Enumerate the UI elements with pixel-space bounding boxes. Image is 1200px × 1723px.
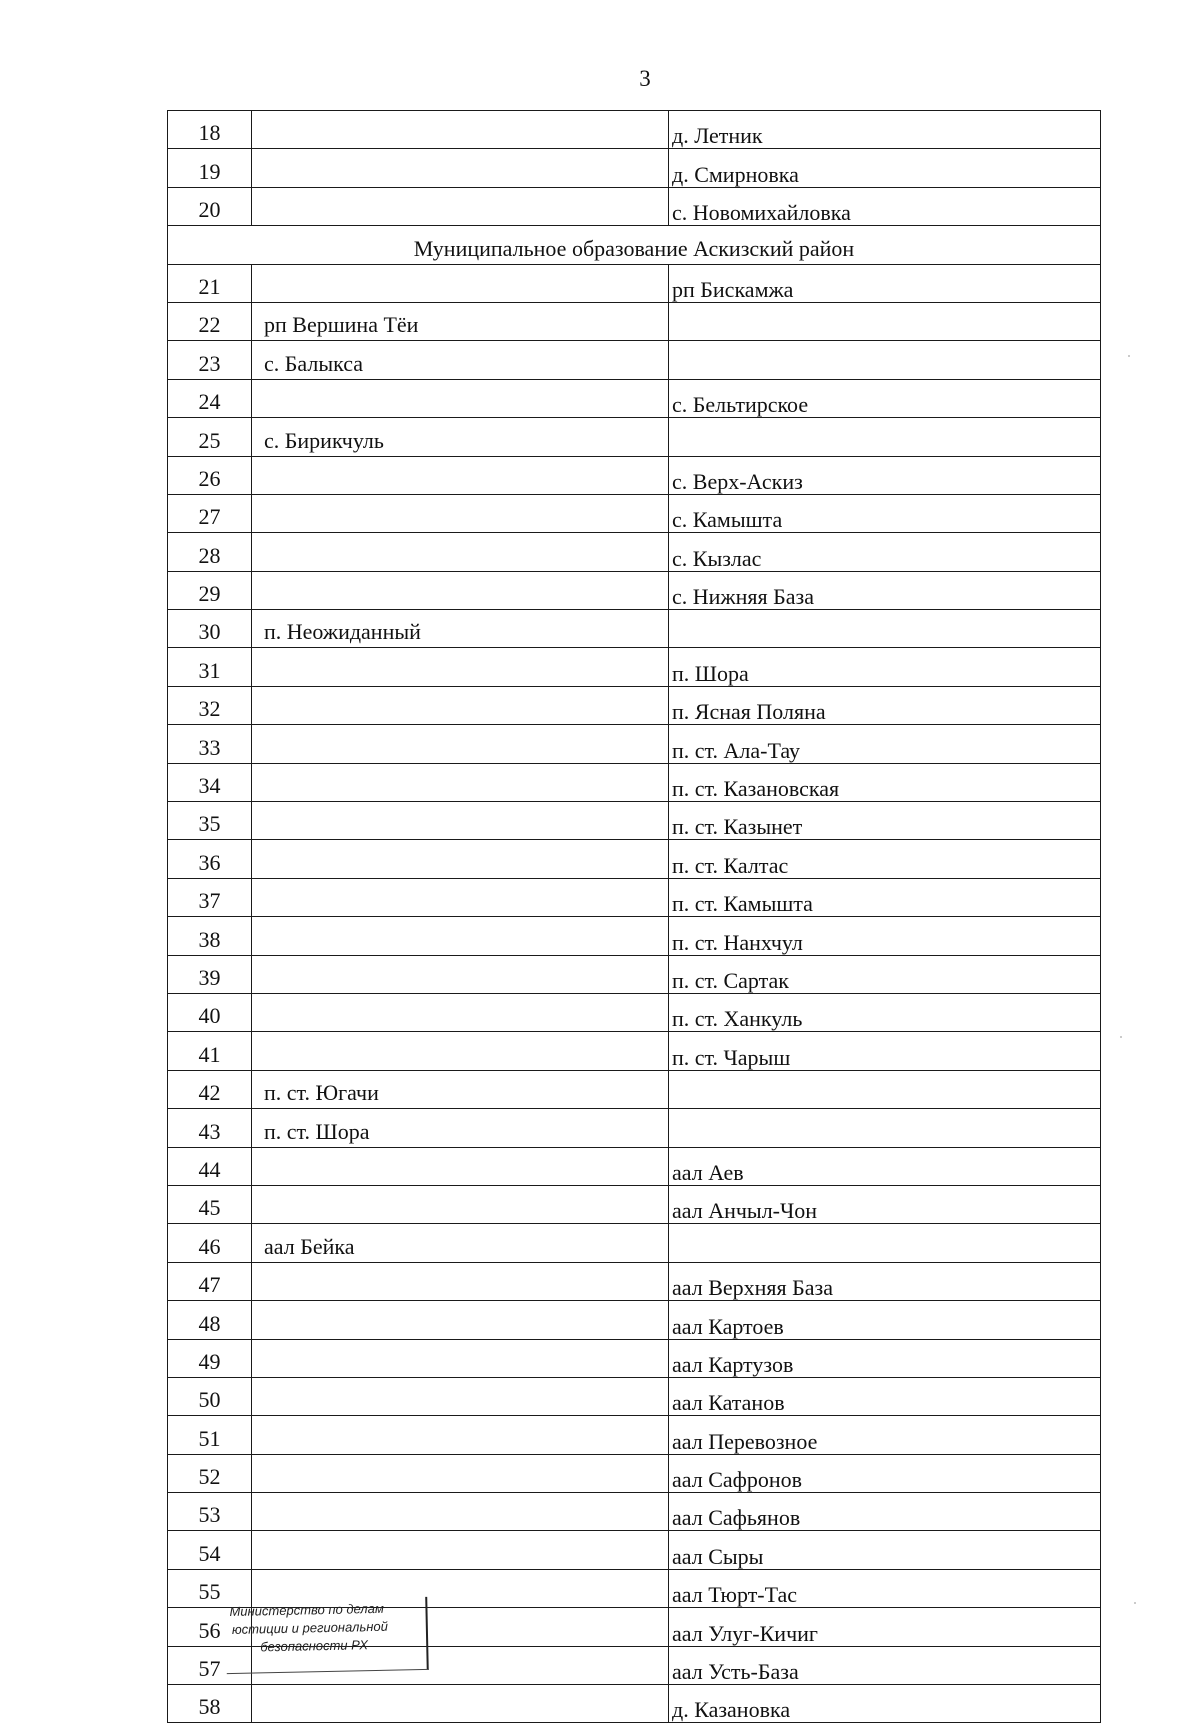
settlements-table [167, 110, 1101, 1723]
settlement-cell-col2: рп Бискамжа [669, 264, 1101, 302]
row-number-cell: 32 [168, 686, 252, 724]
row-number-cell: 49 [168, 1339, 252, 1377]
settlement-cell-col2: с. Новомихайловка [669, 187, 1101, 225]
settlement-cell-col2 [669, 418, 1101, 456]
table-row [168, 1685, 1101, 1723]
row-number-cell: 25 [168, 418, 252, 456]
row-number-cell: 40 [168, 993, 252, 1031]
settlements-table-body [168, 111, 1101, 1723]
row-number-cell: 31 [168, 648, 252, 686]
settlement-cell-col1 [252, 1301, 669, 1339]
table-row [168, 763, 1101, 801]
row-number-cell: 28 [168, 533, 252, 571]
row-number-cell: 33 [168, 725, 252, 763]
row-number-cell: 36 [168, 840, 252, 878]
stamp-line: юстиции и региональной [231, 1618, 389, 1637]
scan-speck [1134, 1602, 1136, 1604]
settlement-cell-col1 [252, 1416, 669, 1454]
settlement-cell-col1: п. Неожиданный [252, 610, 669, 648]
section-row [168, 226, 1101, 264]
settlement-cell-col2: д. Летник [669, 111, 1101, 149]
row-number-cell: 29 [168, 571, 252, 609]
stamp-line: Министерство по делам [229, 1600, 384, 1620]
row-number-cell: 27 [168, 494, 252, 532]
settlement-cell-col1 [252, 878, 669, 916]
row-number-cell: 23 [168, 341, 252, 379]
settlement-cell-col1: рп Вершина Тёи [252, 302, 669, 340]
row-number-cell: 39 [168, 955, 252, 993]
stamp-line: безопасности РХ [260, 1637, 369, 1655]
settlement-cell-col2: д. Казановка [669, 1685, 1101, 1723]
row-number-cell: 35 [168, 802, 252, 840]
settlement-cell-col2: аал Тюрт-Тас [669, 1569, 1101, 1607]
table-row [168, 1493, 1101, 1531]
table-row [168, 725, 1101, 763]
table-row [168, 1262, 1101, 1300]
table-row [168, 187, 1101, 225]
settlement-cell-col2: аал Сафьянов [669, 1493, 1101, 1531]
settlement-cell-col2: аал Перевозное [669, 1416, 1101, 1454]
table-row [168, 1109, 1101, 1147]
table-row [168, 1224, 1101, 1262]
table-row [168, 802, 1101, 840]
settlement-cell-col1: с. Балыкса [252, 341, 669, 379]
settlement-cell-col1 [252, 955, 669, 993]
row-number-cell: 53 [168, 1493, 252, 1531]
section-title: Муниципальное образование Аскизский район [168, 226, 1101, 264]
table-row [168, 610, 1101, 648]
settlement-cell-col1 [252, 1454, 669, 1492]
settlement-cell-col2: аал Картоев [669, 1301, 1101, 1339]
settlement-cell-col1 [252, 1493, 669, 1531]
row-number-cell: 38 [168, 917, 252, 955]
settlement-cell-col2: п. ст. Чарыш [669, 1032, 1101, 1070]
row-number-cell: 30 [168, 610, 252, 648]
row-number-cell: 44 [168, 1147, 252, 1185]
settlement-cell-col2: аал Сафронов [669, 1454, 1101, 1492]
settlement-cell-col2: д. Смирновка [669, 149, 1101, 187]
row-number-cell: 22 [168, 302, 252, 340]
settlement-cell-col1 [252, 763, 669, 801]
row-number-cell: 50 [168, 1377, 252, 1415]
settlement-cell-col2: с. Камышта [669, 494, 1101, 532]
settlement-cell-col1 [252, 840, 669, 878]
settlement-cell-col1 [252, 1531, 669, 1569]
row-number-cell: 20 [168, 187, 252, 225]
settlement-cell-col2: п. Ясная Поляна [669, 686, 1101, 724]
row-number-cell: 21 [168, 264, 252, 302]
row-number-cell: 51 [168, 1416, 252, 1454]
table-row [168, 302, 1101, 340]
settlement-cell-col2 [669, 610, 1101, 648]
settlement-cell-col1 [252, 1147, 669, 1185]
settlement-cell-col2 [669, 341, 1101, 379]
settlement-cell-col1 [252, 187, 669, 225]
table-row [168, 686, 1101, 724]
table-row [168, 1032, 1101, 1070]
settlement-cell-col1: п. ст. Югачи [252, 1070, 669, 1108]
settlement-cell-col1: с. Бирикчуль [252, 418, 669, 456]
row-number-cell: 45 [168, 1185, 252, 1223]
table-row [168, 379, 1101, 417]
settlement-cell-col1 [252, 456, 669, 494]
settlement-cell-col1 [252, 1685, 669, 1723]
row-number-cell: 42 [168, 1070, 252, 1108]
table-row [168, 1339, 1101, 1377]
table-row [168, 878, 1101, 916]
scan-speck [1120, 1036, 1122, 1038]
settlement-cell-col2: аал Картузов [669, 1339, 1101, 1377]
settlement-cell-col2: с. Верх-Аскиз [669, 456, 1101, 494]
settlement-cell-col1 [252, 1339, 669, 1377]
settlement-cell-col2: аал Улуг-Кичиг [669, 1608, 1101, 1646]
row-number-cell: 18 [168, 111, 252, 149]
settlement-cell-col2 [669, 1109, 1101, 1147]
table-row [168, 955, 1101, 993]
settlement-cell-col2: п. ст. Калтас [669, 840, 1101, 878]
settlement-cell-col1 [252, 494, 669, 532]
table-row [168, 341, 1101, 379]
table-row [168, 1377, 1101, 1415]
table-row [168, 418, 1101, 456]
settlement-cell-col1 [252, 379, 669, 417]
row-number-cell: 41 [168, 1032, 252, 1070]
row-number-cell: 26 [168, 456, 252, 494]
page-number: 3 [639, 66, 651, 91]
settlement-cell-col1 [252, 1185, 669, 1223]
table-row [168, 1070, 1101, 1108]
table-row [168, 1185, 1101, 1223]
settlement-cell-col2 [669, 302, 1101, 340]
table-row [168, 1147, 1101, 1185]
settlement-cell-col2: п. ст. Казановская [669, 763, 1101, 801]
table-row [168, 264, 1101, 302]
settlement-cell-col1 [252, 802, 669, 840]
row-number-cell: 46 [168, 1224, 252, 1262]
settlement-cell-col2: аал Усть-База [669, 1646, 1101, 1684]
row-number-cell: 56 [168, 1608, 252, 1646]
settlement-cell-col1 [252, 648, 669, 686]
table-row [168, 571, 1101, 609]
settlement-cell-col2: аал Аев [669, 1147, 1101, 1185]
settlement-cell-col2 [669, 1224, 1101, 1262]
row-number-cell: 34 [168, 763, 252, 801]
table-row [168, 494, 1101, 532]
table-row [168, 1301, 1101, 1339]
table-row [168, 111, 1101, 149]
settlement-cell-col1 [252, 111, 669, 149]
settlement-cell-col1 [252, 993, 669, 1031]
settlement-cell-col2: с. Нижняя База [669, 571, 1101, 609]
table-row [168, 1416, 1101, 1454]
row-number-cell: 57 [168, 1646, 252, 1684]
row-number-cell: 47 [168, 1262, 252, 1300]
table-row [168, 648, 1101, 686]
settlement-cell-col1 [252, 533, 669, 571]
settlement-cell-col1: аал Бейка [252, 1224, 669, 1262]
row-number-cell: 54 [168, 1531, 252, 1569]
ministry-stamp [225, 1597, 428, 1674]
settlement-cell-col2: п. ст. Ханкуль [669, 993, 1101, 1031]
settlement-cell-col1 [252, 1262, 669, 1300]
row-number-cell: 19 [168, 149, 252, 187]
table-row [168, 533, 1101, 571]
settlement-cell-col2: с. Бельтирское [669, 379, 1101, 417]
settlement-cell-col2: аал Верхняя База [669, 1262, 1101, 1300]
row-number-cell: 58 [168, 1685, 252, 1723]
settlement-cell-col2 [669, 1070, 1101, 1108]
settlement-cell-col2: аал Сыры [669, 1531, 1101, 1569]
settlement-cell-col2: п. Шора [669, 648, 1101, 686]
table-row [168, 149, 1101, 187]
settlement-cell-col1 [252, 149, 669, 187]
row-number-cell: 55 [168, 1569, 252, 1607]
table-row [168, 917, 1101, 955]
scan-speck [1128, 355, 1130, 357]
settlement-cell-col2: с. Кызлас [669, 533, 1101, 571]
settlement-cell-col1 [252, 1377, 669, 1415]
settlement-cell-col1 [252, 264, 669, 302]
settlement-cell-col1 [252, 725, 669, 763]
row-number-cell: 52 [168, 1454, 252, 1492]
settlement-cell-col1 [252, 1032, 669, 1070]
settlement-cell-col2: п. ст. Сартак [669, 955, 1101, 993]
table-row [168, 456, 1101, 494]
row-number-cell: 24 [168, 379, 252, 417]
settlement-cell-col1 [252, 571, 669, 609]
row-number-cell: 37 [168, 878, 252, 916]
row-number-cell: 43 [168, 1109, 252, 1147]
table-row [168, 840, 1101, 878]
table-row [168, 1454, 1101, 1492]
settlement-cell-col2: п. ст. Нанхчул [669, 917, 1101, 955]
settlement-cell-col1: п. ст. Шора [252, 1109, 669, 1147]
settlement-cell-col2: аал Анчыл-Чон [669, 1185, 1101, 1223]
settlement-cell-col1 [252, 917, 669, 955]
settlement-cell-col2: п. ст. Казынет [669, 802, 1101, 840]
settlement-cell-col2: п. ст. Камышта [669, 878, 1101, 916]
settlement-cell-col2: аал Катанов [669, 1377, 1101, 1415]
row-number-cell: 48 [168, 1301, 252, 1339]
settlement-cell-col2: п. ст. Ала-Тау [669, 725, 1101, 763]
table-row [168, 1531, 1101, 1569]
settlement-cell-col1 [252, 686, 669, 724]
table-row [168, 993, 1101, 1031]
